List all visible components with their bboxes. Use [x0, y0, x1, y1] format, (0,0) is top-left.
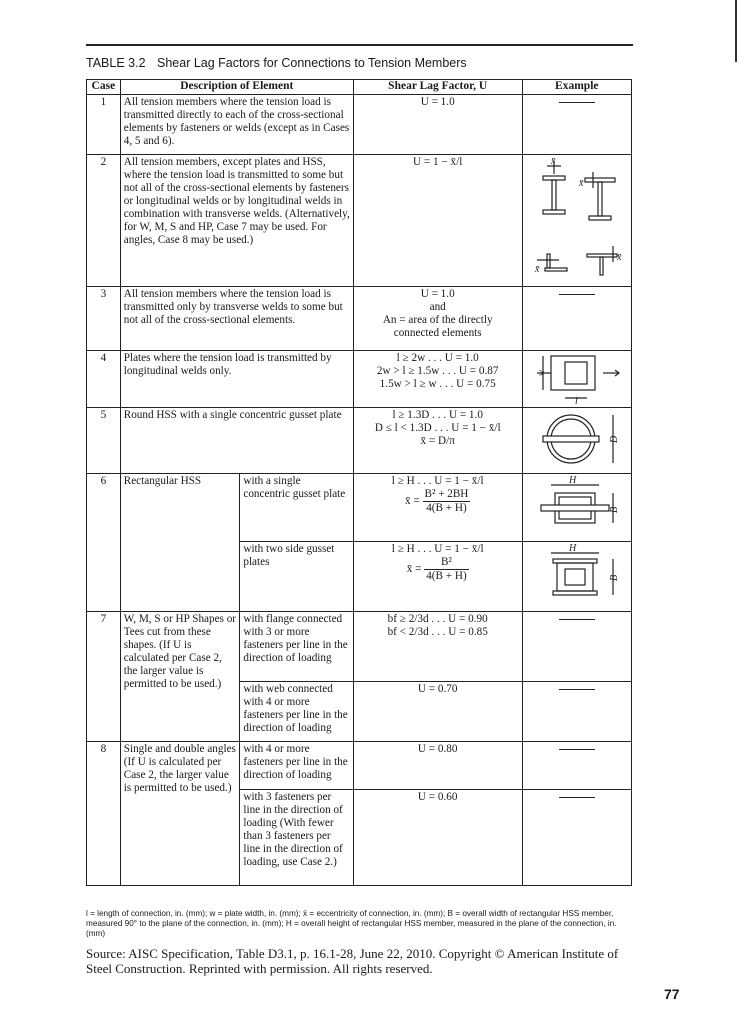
sub-description: with 4 or more fasteners per line in the direction of loading: [240, 742, 353, 790]
case-number: 7: [87, 612, 121, 742]
xbar-label: x̄: [534, 264, 540, 275]
fraction: [423, 488, 471, 515]
shear-lag-factor: U = 0.70: [353, 682, 522, 742]
b-label: B: [608, 506, 620, 513]
l-label: l: [574, 396, 578, 406]
case-number: 3: [87, 287, 121, 351]
table-row: [87, 408, 632, 474]
sub-description: with flange connected with 3 or more fasteners per line in the direction of loading: [240, 612, 353, 682]
table-footnote: l = length of connection, in. (mm); w = plate width, in. (mm); x̄ = eccentricity of connection, in. (mm); B = overall width of rectangular HSS member, measured 90° to the plane of the connection, in. (mm); H = overall height of rectangular HSS member, measured in the plane of the connection, in. (mm): [86, 909, 617, 938]
case-description: Plates where the tension load is transmitted by longitudinal welds only.: [120, 351, 353, 408]
header-factor: Shear Lag Factor, U: [353, 80, 522, 95]
numerator: B²: [424, 556, 469, 570]
sub-description: with a single concentric gusset plate: [240, 474, 353, 542]
welded-plate-icon: [529, 352, 625, 406]
source-credit: Source: AISC Specification, Table D3.1, p. 16.1-28, June 22, 2010. Copyright © American Institute of Steel Construction. Reprinted with permission. All rights reserved.: [86, 946, 619, 976]
xbar-eq: x̄ =: [406, 563, 422, 576]
example-cell: [522, 351, 631, 408]
h-label: H: [568, 543, 576, 554]
denominator: 4(B + H): [426, 570, 467, 582]
dash-mark: [559, 619, 595, 620]
sub-description: with two side gusset plates: [240, 542, 353, 612]
factor-line: bf < 2/3d . . . U = 0.85: [387, 626, 488, 638]
xbar-label: x̄: [616, 252, 622, 263]
xbar-label: x̄: [578, 178, 584, 189]
table-title: [86, 56, 467, 70]
case-number: 2: [87, 155, 121, 287]
xbar-label: x̄: [550, 156, 556, 167]
case-number: 8: [87, 742, 121, 886]
factor-line: l ≥ 1.3D . . . U = 1.0: [392, 409, 483, 421]
factor-line: bf ≥ 2/3d . . . U = 0.90: [387, 613, 488, 625]
example-cell: [522, 612, 631, 682]
header-row: [87, 80, 632, 95]
example-cell: [522, 474, 631, 542]
round-hss-gusset-icon: [529, 409, 625, 469]
dash-mark: [559, 797, 595, 798]
top-rule: [86, 44, 633, 46]
dash-mark: [559, 749, 595, 750]
table-caption: Shear Lag Factors for Connections to Tension Members: [157, 56, 467, 70]
example-cell: [522, 408, 631, 474]
fraction: [424, 556, 469, 583]
rect-hss-two-gusset-icon: [529, 543, 625, 605]
shear-lag-factor: [353, 612, 522, 682]
numerator: B² + 2BH: [424, 488, 469, 500]
case-description: Single and double angles (If U is calculated per Case 2, the larger value is permitted to be used.): [120, 742, 240, 886]
shear-lag-factor: [353, 542, 522, 612]
example-cell: [522, 682, 631, 742]
table-label: TABLE 3.2: [86, 56, 146, 70]
case-description: W, M, S or HP Shapes or Tees cut from these shapes. (If U is calculated per Case 2, the larger value is permitted to be used.): [120, 612, 240, 742]
example-cell: [522, 287, 631, 351]
sub-description: with web connected with 4 or more fasteners per line in the direction of loading: [240, 682, 353, 742]
factor-line: l ≥ H . . . U = 1 − x̄/l: [391, 543, 484, 555]
shear-lag-factor: [353, 474, 522, 542]
denominator: 4(B + H): [426, 502, 467, 514]
shear-lag-factor: U = 1 − x̄/l: [353, 155, 522, 287]
shear-lag-factor: [353, 408, 522, 474]
factor-line: D ≤ l < 1.3D . . . U = 1 − x̄/l: [374, 422, 501, 434]
shear-lag-factor: U = 0.60: [353, 790, 522, 886]
table-row: [87, 287, 632, 351]
header-case: Case: [87, 80, 121, 95]
shear-lag-table: [86, 79, 632, 886]
case-description: Round HSS with a single concentric gusset plate: [120, 408, 353, 474]
xbar-eq: x̄ =: [405, 495, 420, 508]
example-cell: [522, 790, 631, 886]
sub-description: with 3 fasteners per line in the direction of loading (With fewer than 3 fasteners per line in the direction of loading, use Case 2.): [240, 790, 353, 886]
page-edge-mark: [735, 0, 737, 62]
shear-lag-factor: U = 1.0: [353, 95, 522, 155]
example-cell: [522, 155, 631, 287]
factor-line: connected elements: [393, 327, 482, 339]
factor-line: 1.5w > l ≥ w . . . U = 0.75: [379, 378, 496, 390]
case-number: 5: [87, 408, 121, 474]
case-description: All tension members where the tension load is transmitted only by transverse welds to some but not all of the cross-sectional elements.: [120, 287, 353, 351]
dash-mark: [559, 294, 595, 295]
shear-lag-factor: U = 0.80: [353, 742, 522, 790]
shear-lag-factor: [353, 287, 522, 351]
table-row: [87, 612, 632, 682]
factor-line: x̄ = D/π: [420, 435, 455, 447]
h-label: H: [568, 475, 576, 486]
shear-lag-factor: [353, 351, 522, 408]
header-description: Description of Element: [120, 80, 353, 95]
example-cell: [522, 542, 631, 612]
w-label: w: [535, 369, 546, 376]
case-description: All tension members, except plates and HSS, where the tension load is transmitted to some but not all of the cross-sectional elements by fasteners or longitudinal welds or by longitudinal welds in combination with transverse welds. (Alternatively, for W, M, S and HP, Case 7 may be used. For angles, Case 8 may be used.): [120, 155, 353, 287]
rect-hss-single-gusset-icon: [529, 475, 625, 537]
case-number: 4: [87, 351, 121, 408]
table-row: [87, 95, 632, 155]
factor-line: l ≥ 2w . . . U = 1.0: [396, 352, 479, 364]
factor-line: 2w > l ≥ 1.5w . . . U = 0.87: [376, 365, 499, 377]
d-label: D: [608, 435, 620, 443]
case-description: All tension members where the tension load is transmitted directly to each of the cross-sectional elements by fasteners or welds (except as in Cases 4, 5 and 6).: [120, 95, 353, 155]
factor-line: An = area of the directly: [382, 314, 493, 326]
wide-flange-and-tee-sections-icon: [529, 156, 625, 284]
dash-mark: [559, 689, 595, 690]
header-example: Example: [522, 80, 631, 95]
case-number: 1: [87, 95, 121, 155]
factor-line: and: [429, 301, 446, 313]
table-row: [87, 351, 632, 408]
factor-line: U = 1.0: [420, 288, 455, 300]
example-cell: [522, 95, 631, 155]
dash-mark: [559, 102, 595, 103]
b-label: B: [608, 574, 620, 581]
case-number: 6: [87, 474, 121, 612]
factor-line: l ≥ H . . . U = 1 − x̄/l: [391, 475, 484, 487]
page-number: 77: [664, 986, 680, 1002]
table-row: [87, 155, 632, 287]
table-row: [87, 742, 632, 790]
example-cell: [522, 742, 631, 790]
table-row: [87, 474, 632, 542]
case-description: Rectangular HSS: [120, 474, 240, 612]
